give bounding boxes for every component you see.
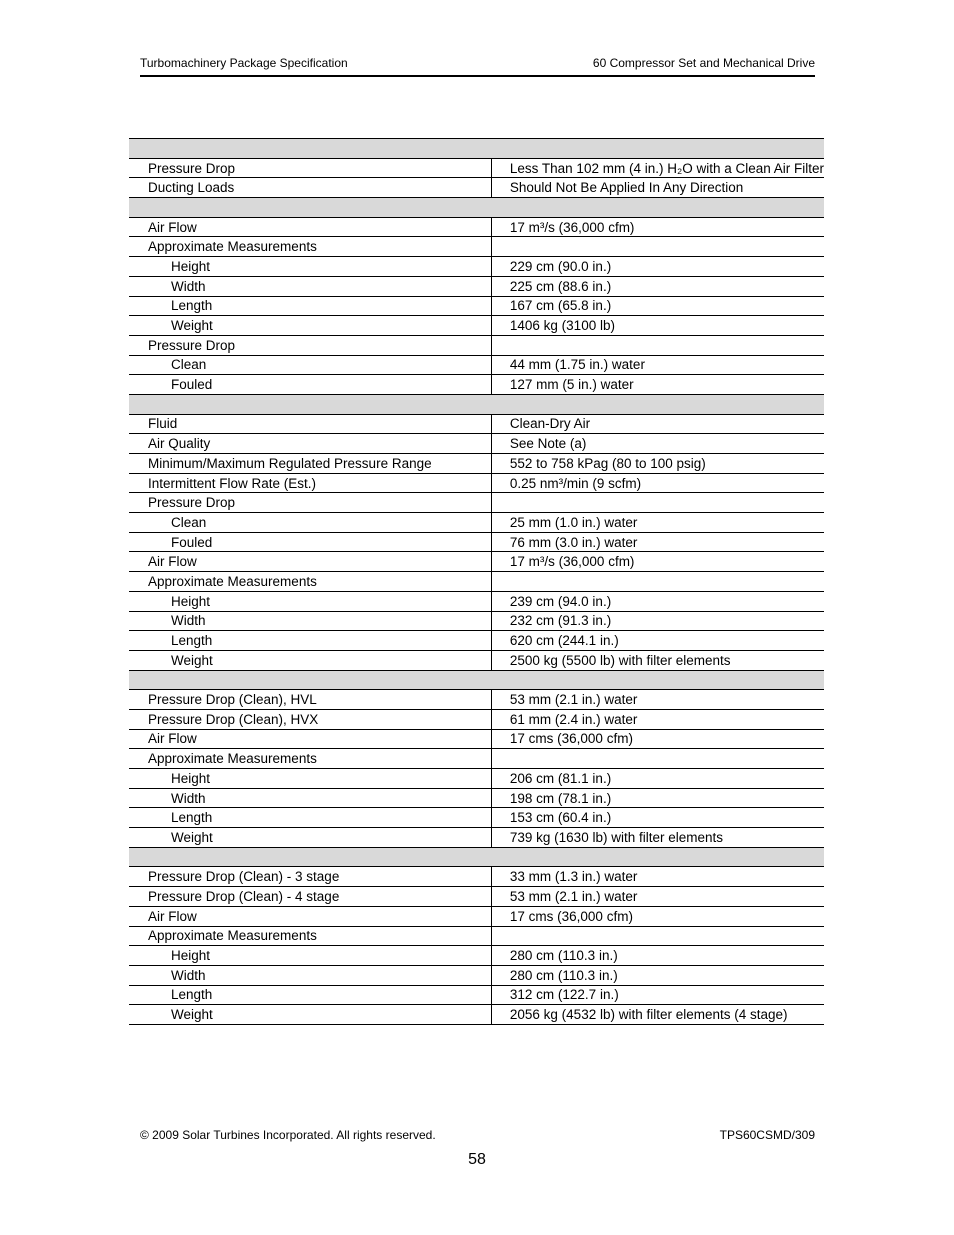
row-value: Less Than 102 mm (4 in.) H₂O with a Clean Air Filter xyxy=(491,158,824,178)
row-value xyxy=(491,335,824,355)
row-value: 552 to 758 kPag (80 to 100 psig) xyxy=(491,454,824,474)
row-label: Weight xyxy=(129,650,491,670)
row-label: Height xyxy=(129,591,491,611)
row-label: Minimum/Maximum Regulated Pressure Range xyxy=(129,454,491,474)
section-header-row xyxy=(129,394,824,414)
row-label: Pressure Drop (Clean) - 4 stage xyxy=(129,887,491,907)
row-label: Pressure Drop xyxy=(129,493,491,513)
table-row xyxy=(129,611,824,631)
section-header-cell xyxy=(129,198,824,218)
row-label: Height xyxy=(129,946,491,966)
table-row xyxy=(129,493,824,513)
row-value: 76 mm (3.0 in.) water xyxy=(491,532,824,552)
row-label: Pressure Drop (Clean), HVX xyxy=(129,709,491,729)
row-value: 312 cm (122.7 in.) xyxy=(491,985,824,1005)
row-value xyxy=(491,926,824,946)
row-value: 206 cm (81.1 in.) xyxy=(491,769,824,789)
table-row xyxy=(129,769,824,789)
row-value: 2500 kg (5500 lb) with filter elements xyxy=(491,650,824,670)
header-subtitle: 60 Compressor Set and Mechanical Drive xyxy=(592,56,815,70)
table-row xyxy=(129,690,824,710)
row-value: 225 cm (88.6 in.) xyxy=(491,276,824,296)
document-id: TPS60CSMD/309 xyxy=(719,1128,815,1142)
row-value: 61 mm (2.4 in.) water xyxy=(491,709,824,729)
row-value xyxy=(491,749,824,769)
row-label: Width xyxy=(129,611,491,631)
row-label: Length xyxy=(129,985,491,1005)
row-label: Width xyxy=(129,788,491,808)
row-value: 127 mm (5 in.) water xyxy=(491,375,824,395)
row-value: 198 cm (78.1 in.) xyxy=(491,788,824,808)
table-row xyxy=(129,513,824,533)
row-value: Clean-Dry Air xyxy=(491,414,824,434)
section-header-row xyxy=(129,198,824,218)
table-row xyxy=(129,946,824,966)
row-value: 1406 kg (3100 lb) xyxy=(491,316,824,336)
row-value: 229 cm (90.0 in.) xyxy=(491,257,824,277)
row-value: 620 cm (244.1 in.) xyxy=(491,631,824,651)
table-row xyxy=(129,867,824,887)
table-row xyxy=(129,808,824,828)
row-label: Pressure Drop (Clean) - 3 stage xyxy=(129,867,491,887)
spec-table-body xyxy=(129,139,824,1025)
row-label: Approximate Measurements xyxy=(129,237,491,257)
table-row xyxy=(129,434,824,454)
row-label: Fluid xyxy=(129,414,491,434)
table-row xyxy=(129,887,824,907)
row-label: Pressure Drop xyxy=(129,158,491,178)
table-row xyxy=(129,650,824,670)
header-title: Turbomachinery Package Specification xyxy=(140,56,348,70)
row-value: 739 kg (1630 lb) with filter elements xyxy=(491,828,824,848)
row-label: Length xyxy=(129,631,491,651)
row-value xyxy=(491,572,824,592)
section-header-row xyxy=(129,847,824,867)
row-value: 167 cm (65.8 in.) xyxy=(491,296,824,316)
table-row xyxy=(129,985,824,1005)
row-value: Should Not Be Applied In Any Direction xyxy=(491,178,824,198)
table-row xyxy=(129,828,824,848)
row-value: 0.25 nm³/min (9 scfm) xyxy=(491,473,824,493)
table-row xyxy=(129,276,824,296)
row-value: 153 cm (60.4 in.) xyxy=(491,808,824,828)
row-value: 280 cm (110.3 in.) xyxy=(491,965,824,985)
table-row xyxy=(129,709,824,729)
row-label: Air Flow xyxy=(129,906,491,926)
table-row xyxy=(129,257,824,277)
table-row xyxy=(129,316,824,336)
row-value: See Note (a) xyxy=(491,434,824,454)
row-value: 17 m³/s (36,000 cfm) xyxy=(491,552,824,572)
section-header-cell xyxy=(129,847,824,867)
copyright: © 2009 Solar Turbines Incorporated. All rights reserved. xyxy=(140,1128,436,1142)
page-header xyxy=(140,55,815,77)
table-row xyxy=(129,965,824,985)
row-label: Weight xyxy=(129,316,491,336)
row-value: 33 mm (1.3 in.) water xyxy=(491,867,824,887)
table-row xyxy=(129,454,824,474)
row-value xyxy=(491,493,824,513)
row-label: Length xyxy=(129,296,491,316)
row-label: Fouled xyxy=(129,532,491,552)
section-header-cell xyxy=(129,670,824,690)
table-row xyxy=(129,414,824,434)
row-label: Approximate Measurements xyxy=(129,572,491,592)
section-header-row xyxy=(129,670,824,690)
table-row xyxy=(129,906,824,926)
row-value: 239 cm (94.0 in.) xyxy=(491,591,824,611)
row-label: Fouled xyxy=(129,375,491,395)
table-row xyxy=(129,178,824,198)
row-label: Air Flow xyxy=(129,217,491,237)
row-label: Intermittent Flow Rate (Est.) xyxy=(129,473,491,493)
table-row xyxy=(129,158,824,178)
row-label: Weight xyxy=(129,1005,491,1025)
table-row xyxy=(129,355,824,375)
table-row xyxy=(129,1005,824,1025)
row-label: Height xyxy=(129,257,491,277)
table-row xyxy=(129,335,824,355)
row-value: 44 mm (1.75 in.) water xyxy=(491,355,824,375)
table-row xyxy=(129,788,824,808)
table-row xyxy=(129,926,824,946)
row-label: Width xyxy=(129,276,491,296)
row-label: Length xyxy=(129,808,491,828)
table-row xyxy=(129,473,824,493)
table-row xyxy=(129,532,824,552)
table-row xyxy=(129,591,824,611)
row-label: Height xyxy=(129,769,491,789)
row-label: Clean xyxy=(129,355,491,375)
row-value: 17 m³/s (36,000 cfm) xyxy=(491,217,824,237)
row-label: Pressure Drop (Clean), HVL xyxy=(129,690,491,710)
table-row xyxy=(129,572,824,592)
table-row xyxy=(129,296,824,316)
page-number: 58 xyxy=(468,1151,486,1168)
section-header-cell xyxy=(129,394,824,414)
table-row xyxy=(129,631,824,651)
row-value: 2056 kg (4532 lb) with filter elements (4 stage) xyxy=(491,1005,824,1025)
section-header-row xyxy=(129,139,824,159)
row-value: 25 mm (1.0 in.) water xyxy=(491,513,824,533)
row-value: 232 cm (91.3 in.) xyxy=(491,611,824,631)
table-row xyxy=(129,217,824,237)
row-value: 17 cms (36,000 cfm) xyxy=(491,729,824,749)
row-value: 280 cm (110.3 in.) xyxy=(491,946,824,966)
row-value: 53 mm (2.1 in.) water xyxy=(491,887,824,907)
row-label: Width xyxy=(129,965,491,985)
table-row xyxy=(129,729,824,749)
row-label: Ducting Loads xyxy=(129,178,491,198)
row-label: Approximate Measurements xyxy=(129,749,491,769)
row-label: Clean xyxy=(129,513,491,533)
spec-table xyxy=(129,138,824,1025)
row-label: Weight xyxy=(129,828,491,848)
row-value: 17 cms (36,000 cfm) xyxy=(491,906,824,926)
row-label: Air Flow xyxy=(129,552,491,572)
row-label: Air Quality xyxy=(129,434,491,454)
table-row xyxy=(129,237,824,257)
row-value xyxy=(491,237,824,257)
row-label: Air Flow xyxy=(129,729,491,749)
row-value: 53 mm (2.1 in.) water xyxy=(491,690,824,710)
table-row xyxy=(129,552,824,572)
section-header-cell xyxy=(129,139,824,159)
row-label: Pressure Drop xyxy=(129,335,491,355)
table-row xyxy=(129,749,824,769)
table-row xyxy=(129,375,824,395)
row-label: Approximate Measurements xyxy=(129,926,491,946)
